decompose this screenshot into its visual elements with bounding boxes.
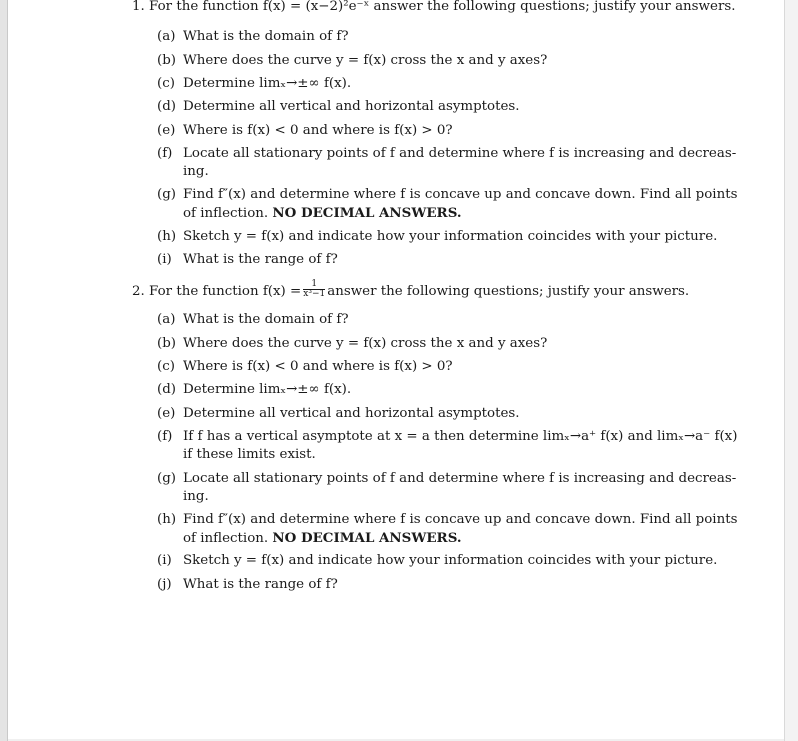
question-2-intro: 2. For the function f(x) = $\frac{1}{\text{x³−1}}$ answer the following questions; justify your answers. — [132, 279, 690, 299]
left-margin — [0, 0, 7, 741]
question-2-item-g-cont: ing. — [183, 489, 209, 504]
fraction: $\frac{1}{\text{x³−1}}$ — [303, 279, 326, 299]
no-decimal-emphasis: NO DECIMAL ANSWERS. — [272, 205, 462, 221]
question-1-item-i: (i) What is the range of f? — [157, 252, 338, 267]
question-1-item-d: (d) Determine all vertical and horizontal asymptotes. — [157, 99, 520, 114]
question-1-item-f-cont: ing. — [183, 164, 209, 179]
no-decimal-emphasis: NO DECIMAL ANSWERS. — [272, 530, 462, 546]
question-2-item-f-cont: if these limits exist. — [183, 447, 316, 462]
question-2-item-j: (j) What is the range of f? — [157, 577, 338, 592]
question-2-item-d: (d) Determine limₓ→±∞ f(x). — [157, 382, 352, 397]
question-1-item-e: (e) Where is f(x) < 0 and where is f(x) > 0? — [157, 123, 453, 138]
question-2-number: 2. — [132, 284, 145, 299]
question-1-item-b: (b) Where does the curve y = f(x) cross the x and y axes? — [157, 53, 548, 68]
question-1-item-f: (f) Locate all stationary points of f and determine where f is increasing and decreas- — [157, 146, 737, 161]
question-2-item-h: (h) Find f″(x) and determine where f is concave up and concave down. Find all points — [157, 512, 738, 527]
question-1-item-c: (c) Determine limₓ→±∞ f(x). — [157, 76, 352, 91]
question-2-item-i: (i) Sketch y = f(x) and indicate how your information coincides with your picture. — [157, 553, 718, 568]
question-1-intro — [132, 0, 735, 15]
question-1-item-h: (h) Sketch y = f(x) and indicate how your information coincides with your picture. — [157, 229, 718, 244]
question-2-item-e: (e) Determine all vertical and horizontal asymptotes. — [157, 406, 520, 421]
question-1-item-g-cont: of inflection. NO DECIMAL ANSWERS. — [183, 205, 462, 221]
question-1-item-g: (g) Find f″(x) and determine where f is concave up and concave down. Find all points — [157, 187, 738, 202]
question-2-item-b: (b) Where does the curve y = f(x) cross the x and y axes? — [157, 336, 548, 351]
question-2-item-h-cont: of inflection. NO DECIMAL ANSWERS. — [183, 530, 462, 546]
question-1-number: 1. — [132, 0, 145, 14]
question-1-item-a: (a) What is the domain of f? — [157, 29, 349, 44]
left-margin-border — [7, 0, 8, 741]
question-1-intro-text: For the function f(x) = (x−2)²e⁻ˣ answer the following questions; justify your answers. — [149, 0, 736, 14]
question-2-item-g: (g) Locate all stationary points of f and determine where f is increasing and decreas- — [157, 471, 737, 486]
right-margin — [785, 0, 798, 741]
question-2-item-a: (a) What is the domain of f? — [157, 312, 349, 327]
question-2-item-c: (c) Where is f(x) < 0 and where is f(x) > 0? — [157, 359, 453, 374]
question-2-item-f: (f) If f has a vertical asymptote at x = a then determine limₓ→a⁺ f(x) and limₓ→a⁻ f(x) — [157, 429, 738, 444]
